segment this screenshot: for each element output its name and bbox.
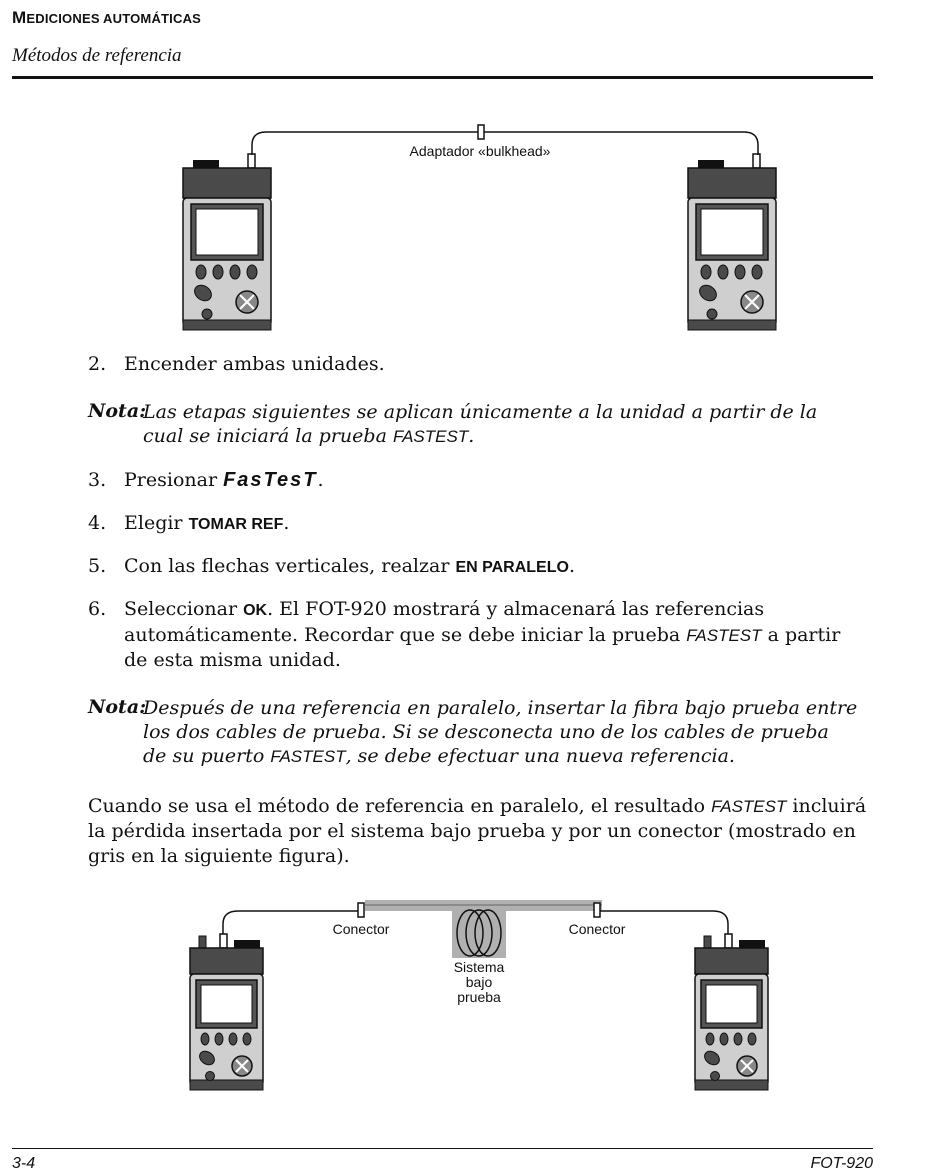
note-1-end: . xyxy=(468,425,475,447)
step-6-body-c: a partir de esta misma unidad. xyxy=(124,624,841,671)
paragraph-body-a: Cuando se usa el método de referencia en paralelo, el resultado xyxy=(88,795,712,817)
step-4-text xyxy=(124,511,864,537)
header-title-first: M xyxy=(12,8,27,27)
otdr-unit-right xyxy=(688,154,776,330)
step-3-key: FasTesT xyxy=(223,469,318,491)
step-5-body: Con las flechas verticales, realzar xyxy=(124,555,456,577)
header-rule xyxy=(12,76,873,79)
otdr-unit-left xyxy=(183,154,271,330)
step-6-body-b: . El FOT-920 mostrará y almacenará las referencias automáticamente. Recordar que se debe iniciar la prueba xyxy=(124,598,765,646)
note-1-fastest: FASTEST xyxy=(392,427,469,446)
note-2-body-b: , se debe efectuar una nueva referencia. xyxy=(345,745,735,767)
connector-left-label: Conector xyxy=(332,921,390,937)
note-1-label: Nota: xyxy=(88,400,147,422)
step-6-body-a: Seleccionar xyxy=(124,598,244,620)
bulkhead-label: Adaptador «bulkhead» xyxy=(409,143,551,159)
step-2-number: 2. xyxy=(88,353,107,375)
bulkhead-adapter-icon xyxy=(478,125,484,139)
step-6-text xyxy=(124,597,849,673)
step-6-key: OK xyxy=(243,602,268,619)
step-4-key: TOMAR REF xyxy=(188,516,284,533)
page-header-title xyxy=(12,8,201,28)
header-title-rest: EDICIONES AUTOMÁTICAS xyxy=(26,11,202,26)
step-2-text: Encender ambas unidades. xyxy=(124,353,385,375)
connector-right-icon xyxy=(594,903,600,917)
step-5-text xyxy=(124,554,864,580)
step-3-text xyxy=(124,468,864,493)
paragraph-body-b: incluirá la pérdida insertada por el sistema bajo prueba y por un conector (mostrado en gris en la siguiente figura). xyxy=(88,795,867,867)
step-3-end: . xyxy=(317,469,324,491)
figure-system-under-test xyxy=(0,890,950,1100)
step-3-body: Presionar xyxy=(124,469,224,491)
otdr-unit-left-2 xyxy=(190,934,263,1090)
step-4-body: Elegir xyxy=(124,512,189,534)
system-label-line1: Sistema xyxy=(453,959,505,975)
note-2-body-a: Después de una referencia en paralelo, insertar la fibra bajo prueba entre los dos cables de prueba. Si se desconecta uno de los cables de prueba de su puerto xyxy=(143,697,858,767)
step-3-number: 3. xyxy=(88,469,107,491)
system-label-line2: bajo xyxy=(465,974,493,990)
step-6-fastest: FASTEST xyxy=(686,626,762,645)
footer-page-number: 3-4 xyxy=(12,1155,36,1172)
note-2-text xyxy=(143,696,858,769)
step-5-end: . xyxy=(568,555,575,577)
connector-left-icon xyxy=(358,903,364,917)
note-1-body: Las etapas siguientes se aplican únicamente a la unidad a partir de la cual se iniciará la prueba xyxy=(143,401,818,447)
otdr-unit-right-2 xyxy=(695,934,768,1090)
parallel-reference-paragraph xyxy=(88,794,878,869)
step-4-number: 4. xyxy=(88,512,107,534)
paragraph-fastest: FASTEST xyxy=(711,797,787,816)
step-5-key: EN PARALELO xyxy=(455,559,569,576)
note-2-label: Nota: xyxy=(88,696,147,718)
step-5-number: 5. xyxy=(88,555,107,577)
figure-bulkhead-reference xyxy=(0,115,950,350)
connector-right-label: Conector xyxy=(568,921,626,937)
note-2-fastest: FASTEST xyxy=(270,747,346,766)
footer-rule xyxy=(12,1148,873,1149)
system-label-line3: prueba xyxy=(457,989,501,1005)
note-1-text xyxy=(143,400,858,449)
page-header-subtitle: Métodos de referencia xyxy=(12,45,182,66)
step-4-end: . xyxy=(283,512,290,534)
step-6-number: 6. xyxy=(88,598,107,620)
footer-product: FOT-920 xyxy=(810,1155,873,1172)
